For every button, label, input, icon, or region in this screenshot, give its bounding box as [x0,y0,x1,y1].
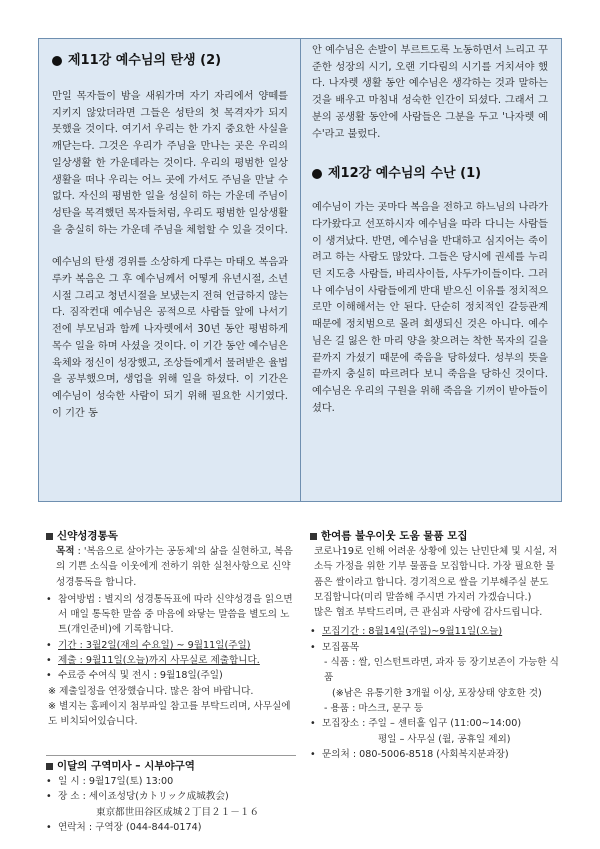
list-item: • 참여방법 : 별지의 성경통독표에 따라 신약성경을 읽으면서 매일 통독한 말씀 중 마음에 와닿는 말씀을 별도의 노트(개인준비)에 기록합니다. [46,592,296,638]
bullet-icon [52,56,62,66]
square-bullet-icon [310,533,317,540]
bible-purpose [46,544,296,590]
list-item: • 문의처 : 080-5006-8518 (사회복지분과장) [310,747,560,762]
bible-reading-notice [46,528,296,730]
donation-notice [310,528,560,762]
right-lesson-column [312,43,548,417]
list-item: • 모집장소 : 주일 – 센터홀 입구 (11:00~14:00) [310,716,560,731]
district-mass-title-text: 이달의 구역미사 – 시부야구역 [57,760,195,772]
square-bullet-icon [46,763,53,770]
donation-location-1: 모집장소 : 주일 – 센터홀 입구 (11:00~14:00) [322,718,522,730]
section-divider [46,755,296,756]
donation-food: - 식품 : 쌀, 인스턴트라면, 과자 등 장기보존이 가능한 식품 [324,657,559,684]
lesson11-paragraph-3: 안 예수님은 손발이 부르트도록 노동하면서 느리고 꾸준한 성장의 시기, 오랜 기다림의 시기를 거치셔야 했다. 나자렛 생활 동안 예수님은 생각하는 것과 말하는 것을 배우고 마침내 성숙한 인간이 되셨다. 그래서 그분의 공생활 동안에 사람들은 그분을 두고 '나자렛 예수'라고 불렀다. [312,45,548,140]
mass-place: 장 소 : 세이죠성당(カトリック成城教会) [58,791,229,803]
district-mass-notice [46,758,296,835]
donation-period: 모집기간 : 8월14일(주일)~9월11일(오늘) [322,626,503,638]
district-mass-title [46,758,296,774]
lesson11-heading [52,52,288,70]
lesson11-paragraph-2: 예수님의 탄생 경위를 소상하게 다루는 마태오 복음과 루카 복음은 그 후 예수님께서 어떻게 유년시절, 소년시절 그리고 청년시절을 보냈는지 전혀 언급하지 않는다. 짐작컨대 예수님은 공적으로 사람들 앞에 나서기 전에 부모님과 함께 나자렛에서 30년 동안 평범하게 목수 일을 하며 사셨을 것이다. 이 기간 동안 예수님은 육체와 정신이 성장했고, 조상들에게서 물려받은 율법을 공부했으며, 생업을 위해 일을 하셨다. 이 기간은 예수님이 성숙한 사람이 되기 위해 필요한 시기였다. 이 기간 동 [52,257,288,419]
bible-method: 참여방법 : 별지의 성경통독표에 따라 신약성경을 읽으면서 매일 통독한 말씀 중 마음에 와닿는 말씀을 별도의 노트(개인준비)에 기록합니다. [58,593,293,636]
list-item: • 모집기간 : 8월14일(주일)~9월11일(오늘) [310,624,560,639]
bible-note-2: ※ 별지는 홈페이지 첨부파일 참고를 부탁드리며, 사무실에도 비치되어있습니다. [48,700,291,728]
donation-title [310,528,560,544]
donation-contact: 문의처 : 080-5006-8518 (사회복지분과장) [322,748,509,760]
donation-location-2: 평일 – 사무실 (월, 공휴일 제외) [378,733,511,745]
bible-reading-title [46,528,296,544]
list-item: • 수료증 수여식 및 전시 : 9월18일(주일) [46,668,296,683]
bible-note-1: ※ 제출일정을 연장했습니다. 많은 참여 바랍니다. [48,685,254,697]
lesson11-paragraph-1: 만일 목자들이 밤을 새워가며 자기 자리에서 양떼를 지키지 않았더라면 그들은 성탄의 첫 목격자가 되지 못했을 것이다. 여기서 우리는 한 가지 중요한 사실을 깨닫는다. 그것은 우리가 주님을 만나는 곳은 우리의 일상생활 한 가운데라는 것이다. 우리의 평범한 일상생활을 떠나 우리는 어느 곳에 가서도 주님을 만날 수 없다. 자신의 평범한 일을 성실히 하는 가운데 주님이 성탄을 목격했던 목자들처럼, 우리도 평범한 일상생활을 충실히 하는 가운데 주님을 체험할 수 있을 것이다. [52,91,288,236]
list-item: • 장 소 : 세이죠성당(カトリック成城教会) [46,789,296,804]
lesson12-heading-text: 제12강 예수님의 수난 (1) [328,166,482,182]
donation-title-text: 한여름 불우이웃 도움 물품 모집 [321,530,468,542]
lesson11-column [52,52,288,422]
donation-intro: 코로나19로 인해 어려운 상황에 있는 난민단체 및 시설, 저소득 가정을 위한 기부 물품을 모집합니다. 가장 필요한 물품은 쌀이라고 합니다. 경기적으로 쌀을 기부해주실 분도 모집합니다(미리 말씀해 주시면 가지러 가겠습니다.) [314,546,558,603]
bible-reading-title-text: 신약성경통독 [57,530,118,542]
mass-date: 일 시 : 9월17일(토) 13:00 [58,776,174,787]
list-item: • 일 시 : 9월17일(토) 13:00 [46,774,296,789]
square-bullet-icon [46,533,53,540]
bullet-icon [312,169,322,179]
bible-award: 수료증 수여식 및 전시 : 9월18일(주일) [58,670,223,682]
list-item: • 제출 : 9월11일(오늘)까지 사무실로 제출합니다. [46,653,296,668]
donation-food-note: (※남은 유통기한 3개월 이상, 포장상태 양호한 것) [332,687,542,699]
donation-thanks: 많은 협조 부탁드리며, 큰 관심과 사랑에 감사드립니다. [314,607,543,619]
mass-address: 東京都世田谷区成城２丁目２１－１６ [96,806,260,818]
bible-purpose-label: 목적 [56,546,75,557]
column-divider [300,38,301,502]
list-item: • 기간 : 3월2일(재의 수요일) ~ 9월11일(주일) [46,638,296,653]
lesson12-heading [312,165,548,183]
lesson11-heading-text: 제11강 예수님의 탄생 (2) [68,53,222,68]
list-item: • 연락처 : 구역장 (044-844-0174) [46,820,296,835]
bible-purpose-text: : '복음으로 살아가는 공동체'의 삶을 실현하고, 복음의 기쁜 소식을 이웃에게 전하기 위한 실천사항으로 신약성경통독을 합니다. [56,546,293,588]
donation-items-label: 모집품목 [322,641,360,653]
bible-submit: 제출 : 9월11일(오늘)까지 사무실로 제출합니다. [58,655,260,667]
lesson12-paragraph: 예수님이 가는 곳마다 복음을 전하고 하느님의 나라가 다가왔다고 선포하시자 예수님을 따라 다니는 사람들이 생겨났다. 반면, 예수님을 반대하고 심지어는 죽이려고 하는 사람도 많았다. 그들은 당시에 권세를 누리던 지도층 사람들, 바리사이들, 사두가이들이다. 그러나 예수님이 사람들에게 반대 받으신 이유를 정치적으로만 이해해서는 안 된다. 단순히 정치적인 갈등관계 때문에 정치범으로 몰려 희생되신 것은 아니다. 예수님은 길 잃은 한 마리 양을 찾으려는 착한 목자의 길을 끝까지 가셨기 때문에 죽음을 당하셨다. 성부의 뜻을 끝까지 충실히 따르려다 보니 죽음을 당하신 것이다. 예수님은 우리의 구원을 위해 죽음을 기꺼이 받아들이셨다. [312,202,548,414]
list-item: • 모집품목 [310,640,560,655]
donation-goods: - 용품 : 마스크, 문구 등 [324,702,424,714]
bible-period: 기간 : 3월2일(재의 수요일) ~ 9월11일(주일) [58,639,251,651]
mass-contact: 연락처 : 구역장 (044-844-0174) [58,821,202,833]
